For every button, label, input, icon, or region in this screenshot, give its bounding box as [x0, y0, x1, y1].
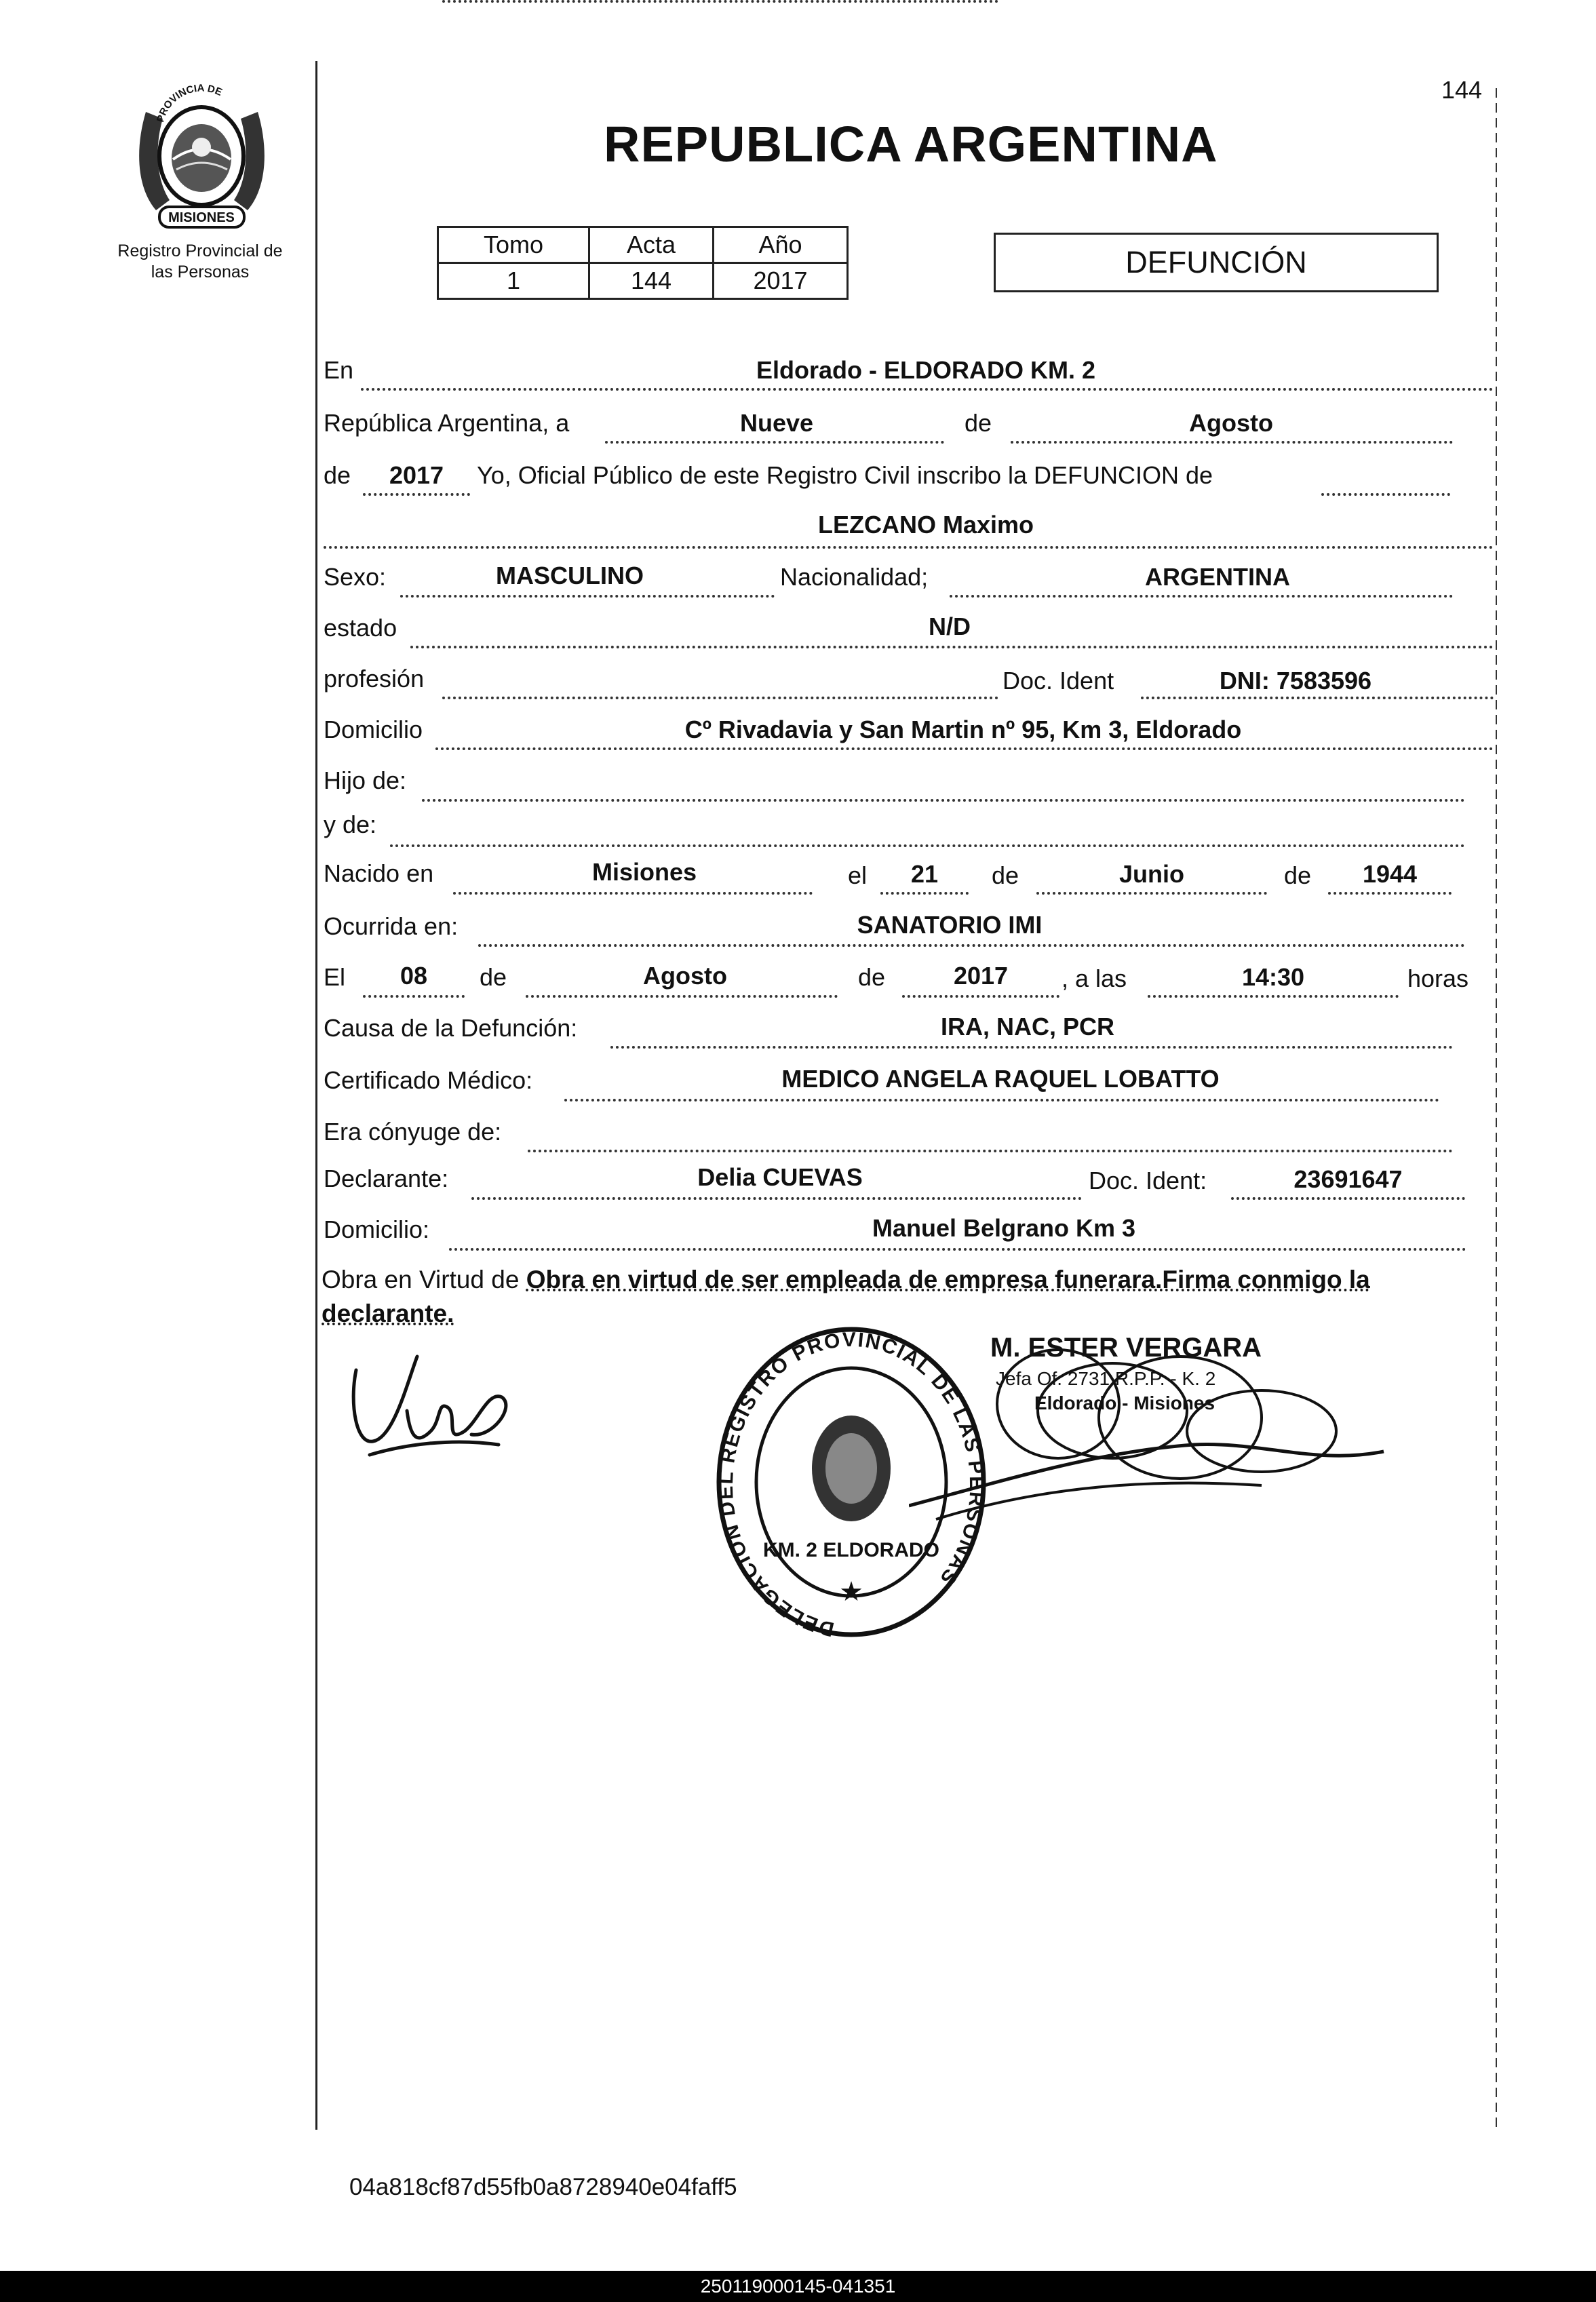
dotted-line — [324, 546, 1494, 549]
estado-value: N/D — [929, 612, 971, 640]
defuncion-anio-value: 2017 — [953, 962, 1009, 990]
de-label: de — [965, 409, 992, 437]
dotted-line — [1328, 892, 1452, 895]
dotted-line — [478, 944, 1465, 947]
domicilio-value: Cº Rivadavia y San Martin nº 95, Km 3, Eldorado — [684, 716, 1242, 743]
sexo-value: MASCULINO — [496, 562, 644, 589]
dotted-line — [564, 1099, 1439, 1101]
nacido-mes-value: Junio — [1119, 860, 1184, 888]
a-las-label: , a las — [1062, 964, 1127, 992]
table-cell-acta: 144 — [589, 263, 714, 299]
profesion-label: profesión — [324, 665, 425, 692]
ocurrida-value: SANATORIO IMI — [857, 911, 1043, 939]
svg-text:★: ★ — [839, 1577, 863, 1607]
declarante-doc-value: 23691647 — [1293, 1165, 1403, 1193]
conyuge-label: Era cónyuge de: — [324, 1118, 502, 1146]
anio-value: 2017 — [389, 461, 444, 489]
nacido-label: Nacido en — [324, 859, 434, 887]
declarante-value: Delia CUEVAS — [697, 1163, 863, 1191]
dotted-line — [390, 844, 1465, 847]
dotted-line — [950, 595, 1453, 598]
dia-value: Nueve — [739, 409, 814, 437]
record-table — [437, 226, 849, 300]
nacido-value: Misiones — [591, 858, 697, 886]
dotted-line — [453, 892, 813, 895]
certificado-value: MEDICO ANGELA RAQUEL LOBATTO — [781, 1065, 1220, 1093]
nacido-anio-value: 1944 — [1362, 860, 1418, 888]
certificado-label: Certificado Médico: — [324, 1066, 533, 1094]
en-label: En — [324, 356, 354, 384]
official-location: Eldorado - Misiones — [1034, 1392, 1215, 1413]
yde-label: y de: — [324, 811, 377, 838]
defuncion-mes-value: Agosto — [643, 962, 727, 990]
dotted-line — [902, 995, 1059, 998]
doc-ident-label: Doc. Ident — [1003, 667, 1114, 695]
de-label: de — [992, 861, 1019, 889]
hora-value: 14:30 — [1241, 963, 1305, 991]
nombre-value: LEZCANO Maximo — [817, 511, 1034, 539]
dotted-line — [449, 1248, 1466, 1251]
dotted-line — [442, 697, 998, 699]
dotted-line — [605, 441, 944, 444]
record-type-box: DEFUNCIÓN — [994, 233, 1439, 292]
registry-line1: Registro Provincial de — [117, 241, 283, 260]
dotted-line — [1148, 995, 1399, 998]
en-value: Eldorado - ELDORADO KM. 2 — [756, 356, 1095, 384]
barcode-number: 250119000145-041351 — [0, 2271, 1596, 2302]
registry-line2: las Personas — [151, 262, 250, 281]
crest-text-top: PROVINCIA DE — [154, 82, 225, 124]
dotted-line — [1141, 697, 1494, 699]
dotted-line — [1231, 1197, 1465, 1200]
dotted-line — [526, 995, 838, 998]
declarant-signature-icon — [343, 1343, 519, 1472]
right-margin-line — [1496, 88, 1497, 2130]
hijo-label: Hijo de: — [324, 766, 407, 794]
stamp-ring-text: DELEGACION DEL REGISTRO PROVINCIAL DE LAS PERSONAS — [714, 1328, 988, 1641]
dotted-line — [435, 747, 1494, 750]
official-title: Jefa Of. 2731 R.P.P. - K. 2 — [996, 1368, 1216, 1389]
left-margin-line — [315, 61, 317, 2130]
table-header-tomo: Tomo — [438, 227, 589, 263]
dotted-line — [363, 995, 465, 998]
dotted-line — [471, 1197, 1082, 1200]
table-header-acta: Acta — [589, 227, 714, 263]
dotted-line — [1321, 493, 1450, 496]
de-label: de — [1284, 861, 1312, 889]
nacionalidad-value: ARGENTINA — [1145, 563, 1290, 591]
stamp-inner-text: KM. 2 ELDORADO — [762, 1539, 940, 1561]
dotted-line — [363, 493, 470, 496]
causa-label: Causa de la Defunción: — [324, 1014, 578, 1042]
doc-ident-value: DNI: 7583596 — [1219, 667, 1372, 695]
dotted-line — [610, 1046, 1453, 1049]
dotted-line — [528, 1150, 1453, 1152]
dotted-line — [1036, 892, 1267, 895]
table-header-anio: Año — [714, 227, 848, 263]
page-number: 144 — [1441, 76, 1483, 104]
dotted-line — [442, 0, 998, 3]
mes-value: Agosto — [1189, 409, 1273, 437]
defuncion-dia-value: 08 — [400, 962, 428, 990]
nacionalidad-label: Nacionalidad; — [780, 563, 929, 591]
el-label: el — [848, 861, 868, 889]
dotted-line — [880, 892, 969, 895]
doc-ident-label: Doc. Ident: — [1089, 1167, 1207, 1194]
domicilio-label: Domicilio: — [324, 1215, 430, 1243]
declarante-label: Declarante: — [324, 1165, 449, 1192]
document-title: REPUBLICA ARGENTINA — [604, 116, 1218, 172]
estado-label: estado — [324, 614, 397, 642]
dotted-line — [400, 595, 775, 598]
de-label: de — [858, 963, 886, 991]
el-label: El — [324, 963, 346, 991]
obra-label: Obra en Virtud de — [322, 1266, 520, 1293]
crest-text-bottom: MISIONES — [168, 210, 235, 225]
ocurrida-label: Ocurrida en: — [324, 912, 459, 940]
domicilio-declarante-value: Manuel Belgrano Km 3 — [872, 1214, 1136, 1242]
nacido-dia-value: 21 — [910, 860, 939, 888]
table-cell-anio: 2017 — [714, 263, 848, 299]
table-cell-tomo: 1 — [438, 263, 589, 299]
official-name: M. ESTER VERGARA — [990, 1333, 1262, 1363]
registry-name — [95, 241, 305, 283]
inscribo-text: Yo, Oficial Público de este Registro Civil inscribo la DEFUNCION de — [477, 461, 1213, 489]
dotted-line — [361, 388, 1494, 391]
dotted-line — [422, 799, 1465, 802]
obra-value: Obra en virtud de ser empleada de empresa funerara.Firma conmigo la declarante. — [322, 1266, 1370, 1327]
causa-value: IRA, NAC, PCR — [940, 1013, 1114, 1040]
republica-label: República Argentina, a — [324, 409, 570, 437]
sexo-label: Sexo: — [324, 563, 387, 591]
horas-label: horas — [1407, 964, 1469, 992]
domicilio-label: Domicilio — [324, 716, 423, 743]
dotted-line — [410, 646, 1494, 648]
dotted-line — [1011, 441, 1453, 444]
de-label: de — [480, 963, 507, 991]
document-hash: 04a818cf87d55fb0a8728940e04faff5 — [349, 2174, 737, 2200]
de-label: de — [324, 461, 351, 489]
misiones-crest-icon — [129, 71, 275, 241]
